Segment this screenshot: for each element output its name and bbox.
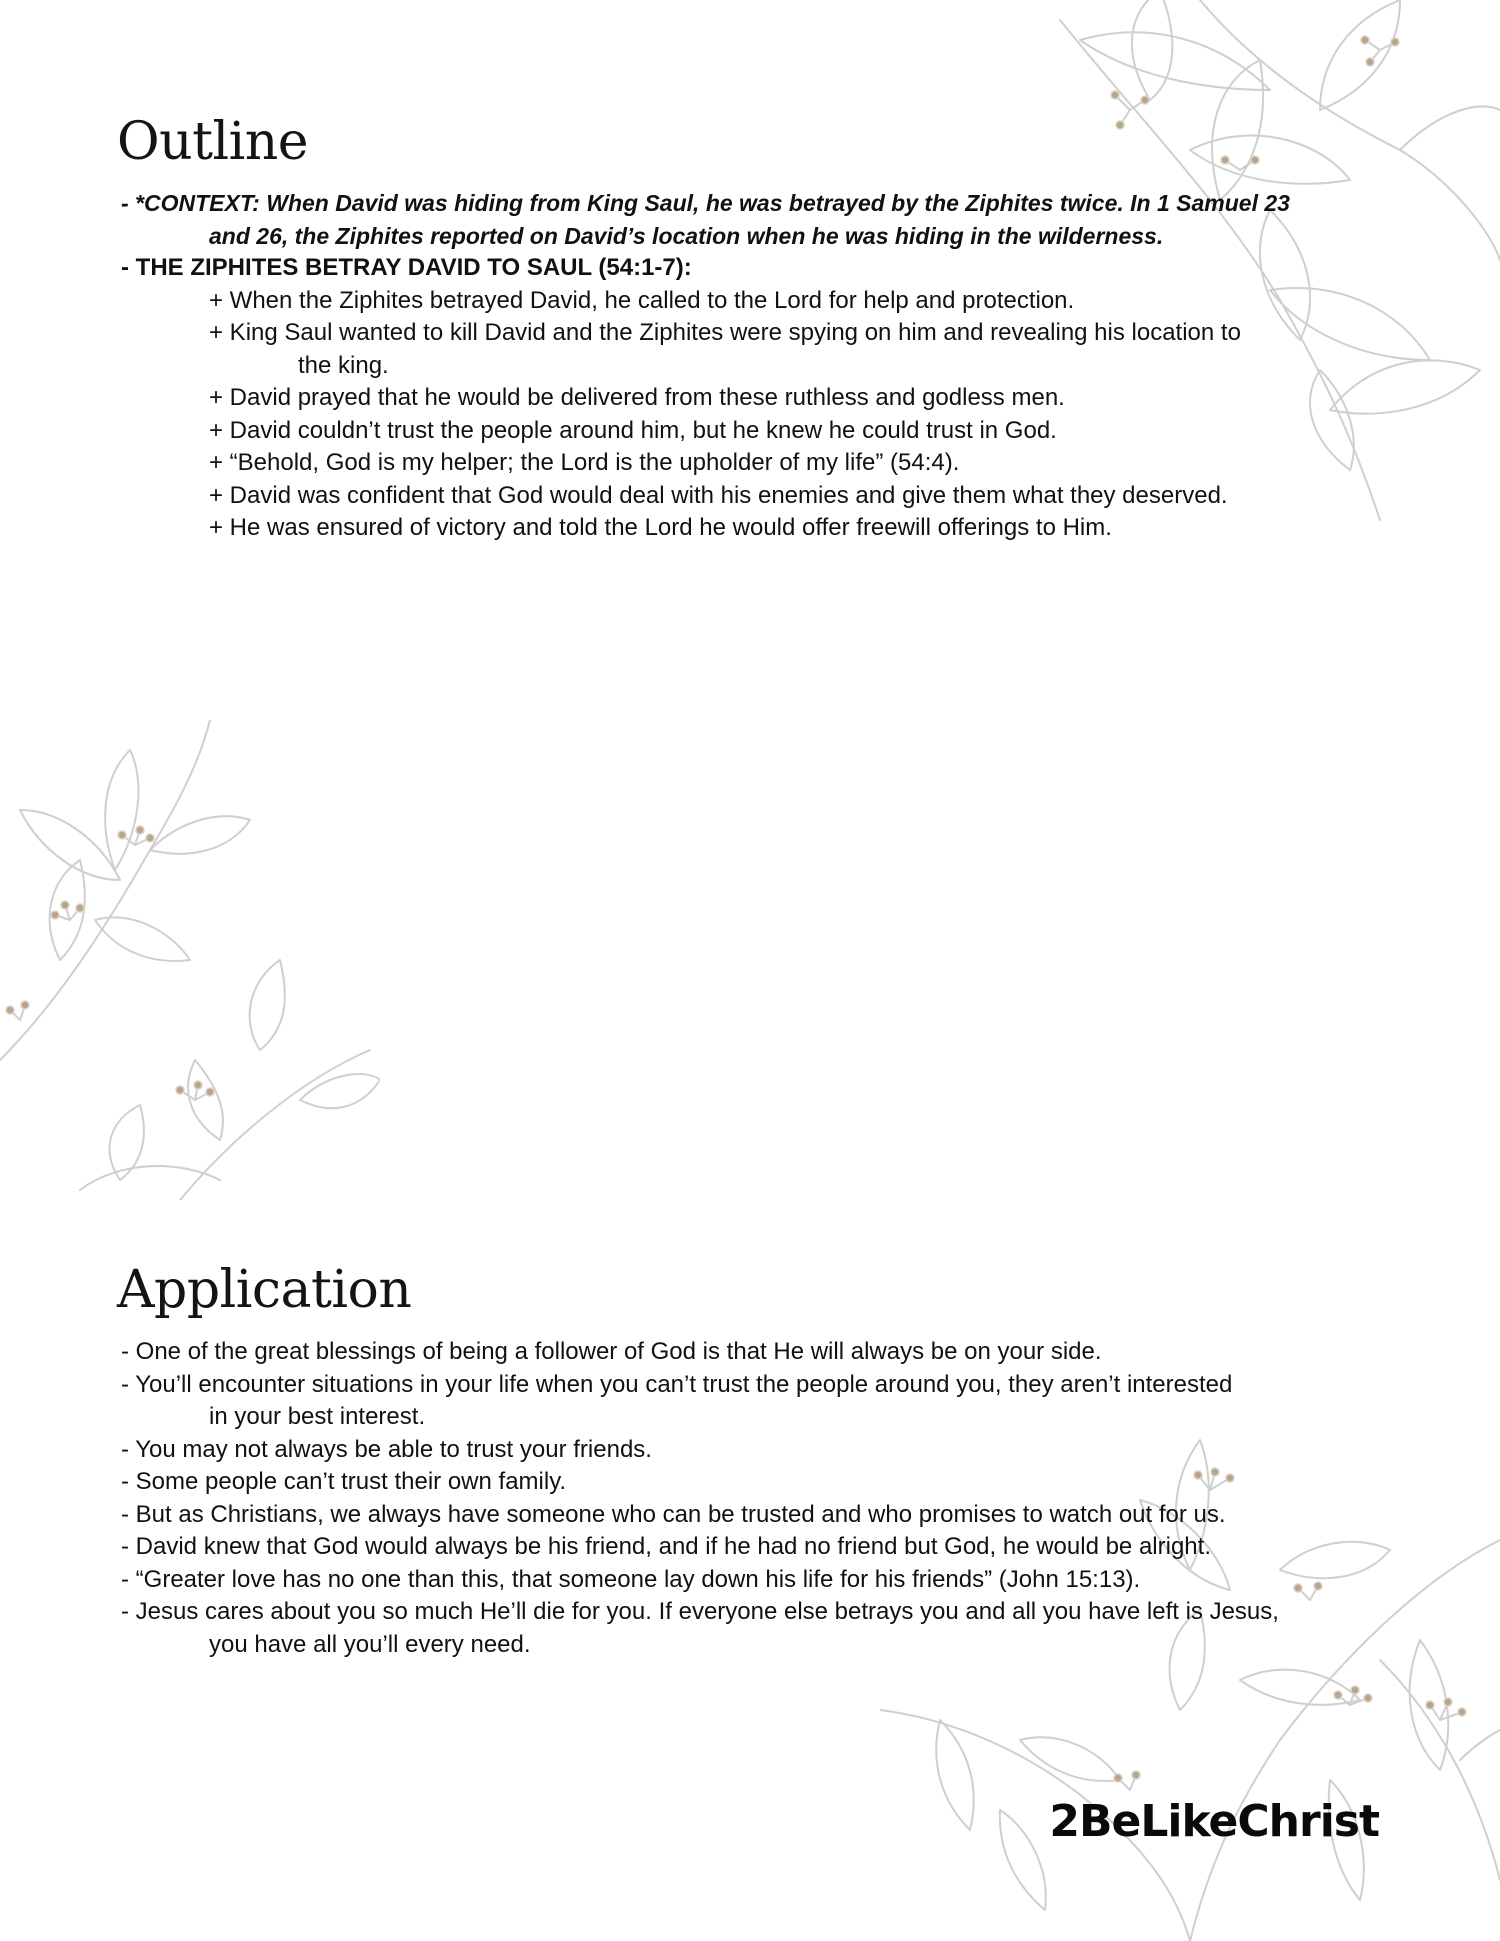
application-line: - You may not always be able to trust your friends. (121, 1435, 652, 1463)
context-line: and 26, the Ziphites reported on David’s location when he was hiding in the wilderness. (209, 222, 1164, 249)
application-line: - Some people can’t trust their own family. (121, 1468, 567, 1495)
outline-point: + David couldn’t trust the people around him, but he knew he could trust in God. (209, 416, 1057, 444)
leaf-branch-bottom-right (880, 1360, 1500, 1941)
outline-heading: Outline (117, 112, 309, 172)
leaf-branch-middle-left (0, 720, 380, 1200)
brand-logo-text: 2BeLikeChrist (1049, 1796, 1379, 1847)
application-line: - Jesus cares about you so much He’ll die for you. If everyone else betrays you and all you have left is Jesus, (121, 1598, 1279, 1625)
outline-point-continuation: the king. (298, 351, 389, 379)
application-line: - “Greater love has no one than this, that someone lay down his life for his friends” (John 15:13). (121, 1565, 1141, 1593)
application-line: - You’ll encounter situations in your life when you can’t trust the people around you, they aren’t interested (121, 1370, 1233, 1398)
outline-point: + King Saul wanted to kill David and the Ziphites were spying on him and revealing his location to (209, 319, 1241, 346)
section-title: - THE ZIPHITES BETRAY DAVID TO SAUL (54:1-7): (121, 254, 692, 281)
application-line: - One of the great blessings of being a follower of God is that He will always be on your side. (121, 1338, 1102, 1365)
leaf-branch-top-right (1020, 0, 1500, 560)
outline-point: + David prayed that he would be delivered from these ruthless and godless men. (209, 384, 1065, 411)
application-line: - David knew that God would always be his friend, and if he had no friend but God, he would be alright. (121, 1533, 1211, 1560)
context-line: - *CONTEXT: When David was hiding from King Saul, he was betrayed by the Ziphites twice. In 1 Samuel 23 (121, 190, 1290, 216)
outline-point: + He was ensured of victory and told the Lord he would offer freewill offerings to Him. (209, 514, 1112, 541)
outline-point: + “Behold, God is my helper; the Lord is the upholder of my life” (54:4). (209, 449, 960, 476)
application-line: - But as Christians, we always have someone who can be trusted and who promises to watch out for us. (121, 1500, 1226, 1528)
application-heading: Application (117, 1260, 412, 1320)
outline-point: + David was confident that God would deal with his enemies and give them what they deserved. (209, 481, 1228, 509)
application-line-continuation: in your best interest. (209, 1403, 426, 1430)
application-line-continuation: you have all you’ll every need. (209, 1630, 531, 1658)
outline-point: + When the Ziphites betrayed David, he called to the Lord for help and protection. (209, 286, 1075, 314)
